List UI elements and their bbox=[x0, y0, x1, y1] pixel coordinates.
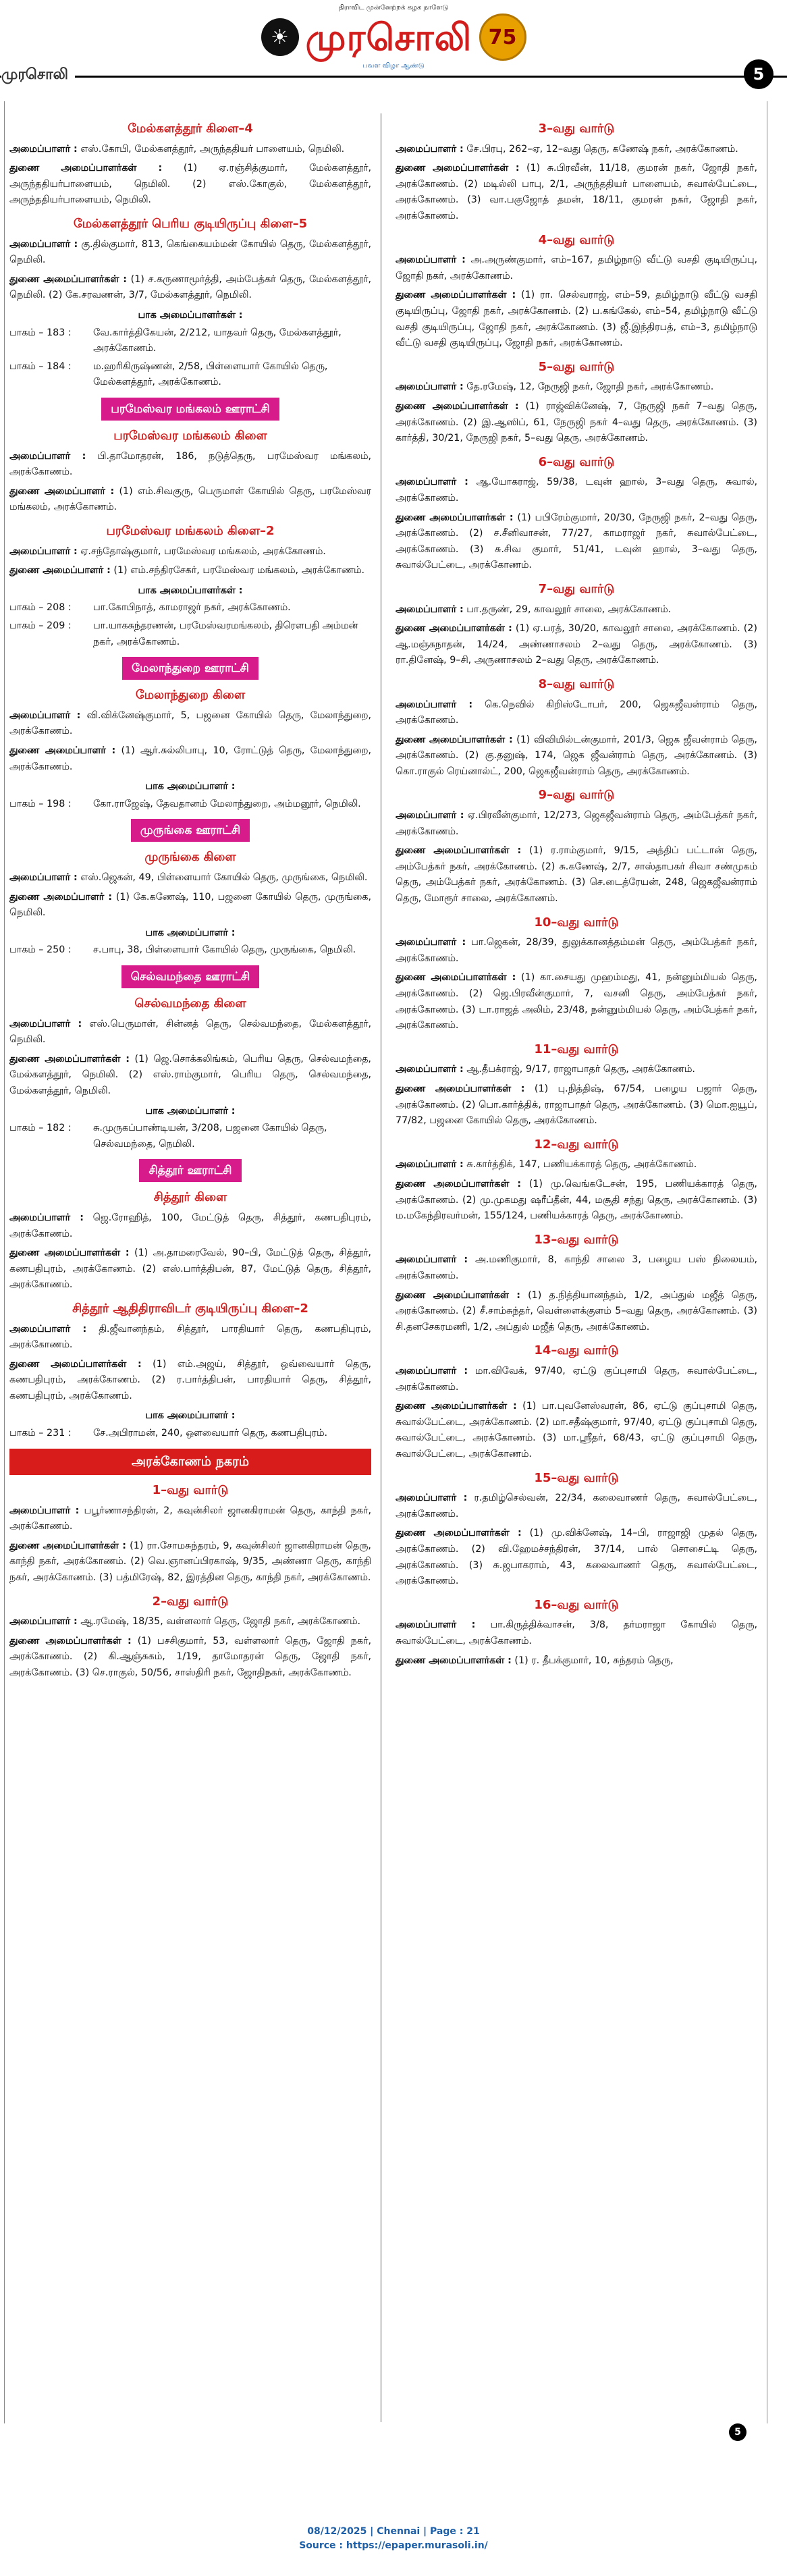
role-label: அமைப்பாளர் : bbox=[396, 810, 464, 822]
panchayat-banner: மேலாந்துறை ஊராட்சி bbox=[122, 657, 259, 680]
organiser-details: (1) எம்.அஜய், சித்தூர், ஒவ்வையார் தெரு, கணபதிபுரம், அரக்கோணம். (2) ர.பார்த்திபன், பாரதியார் தெரு, சித்தூர், கணபதிபுரம், அரக்கோணம். bbox=[9, 1358, 371, 1401]
role-label: அமைப்பாளர் : bbox=[9, 709, 81, 721]
booth-number: பாகம் – 182 : bbox=[9, 1123, 72, 1134]
organiser-entry bbox=[396, 1062, 757, 1078]
organiser-entry bbox=[396, 1399, 757, 1462]
role-label: அமைப்பாளர் : bbox=[9, 143, 78, 155]
left-column bbox=[9, 113, 371, 1685]
section-heading: 4–வது வார்டு bbox=[538, 232, 615, 247]
booth-entry bbox=[9, 1426, 371, 1442]
role-label: துணை அமைப்பாளர்கள் : bbox=[9, 1358, 142, 1370]
organiser-entry bbox=[396, 1617, 757, 1649]
role-label: அமைப்பாளர் : bbox=[9, 1018, 82, 1029]
role-label: அமைப்பாளர் : bbox=[396, 1064, 464, 1075]
page-footer bbox=[0, 2525, 787, 2553]
organiser-details: தி.ஜீவானந்தம், சித்தூர், பாரதியார் தெரு, கணபதிபுரம், அரக்கோணம். bbox=[9, 1323, 371, 1351]
role-label: துணை அமைப்பாளர்கள் : bbox=[396, 1655, 512, 1666]
organiser-entry bbox=[9, 743, 371, 775]
role-label: துணை அமைப்பாளர்கள் : bbox=[396, 623, 512, 635]
section-heading: 12–வது வார்டு bbox=[534, 1137, 619, 1152]
organiser-entry bbox=[396, 1252, 757, 1284]
organiser-entry bbox=[9, 142, 371, 158]
organiser-entry bbox=[396, 697, 757, 729]
booth-organiser: சு.முருகப்பாண்டியன், 3/208, பஜனை கோயில் தெரு, செல்வமந்தை, நெமிலி. bbox=[93, 1123, 327, 1150]
organiser-entry bbox=[9, 484, 371, 516]
anniversary-badge: 75 bbox=[479, 14, 526, 61]
section-heading: 6–வது வார்டு bbox=[538, 454, 615, 469]
role-label: துணை அமைப்பாளர் : bbox=[9, 485, 115, 497]
organiser-entry bbox=[396, 808, 757, 840]
organiser-details: (1) எம்.சந்திரசேகர், பரமேஸ்வர மங்கலம், அரக்கோணம். bbox=[110, 565, 365, 576]
role-label: அமைப்பாளர் : bbox=[396, 254, 466, 266]
role-label: அமைப்பாளர் : bbox=[396, 1619, 476, 1631]
section-heading: 7–வது வார்டு bbox=[538, 581, 615, 596]
organiser-details: (1) பா.புவனேஸ்வரன், 86, ஏட்டு குப்புசாமி தெரு, சுவால்பேட்டை, அரக்கோணம். (2) மா.சதீஷ்குமார், 97/40, ஏட்டு குப்புசாமி தெரு, சுவால்பேட்டை, அரக்கோணம். (3) மா.ஸ்ரீதர், 68/43, ஏட்டு குப்புசாமி தெரு, சுவால்பேட்டை, அரக்கோணம். bbox=[396, 1401, 757, 1459]
organiser-entry bbox=[396, 1364, 757, 1395]
role-label: துணை அமைப்பாளர்கள் : bbox=[396, 1289, 520, 1301]
organiser-details: பபூர்ணாசந்திரன், 2, கவுன்சிலர் ஜானகிராமன் தெரு, காந்தி நகர், அரக்கோணம். bbox=[9, 1505, 371, 1532]
organiser-details: ஏ.பிரவீன்குமார், 12/273, ஜெகஜீவன்ராம் தெரு, அம்பேத்கர் நகர், அரக்கோணம். bbox=[396, 810, 758, 837]
section-heading: 5–வது வார்டு bbox=[538, 359, 615, 374]
role-label: துணை அமைப்பாளர்கள் : bbox=[9, 163, 163, 174]
booth-entry bbox=[9, 942, 371, 959]
organiser-entry bbox=[9, 870, 371, 886]
booth-organisers-heading: பாக அமைப்பாளர்கள் : bbox=[138, 585, 243, 596]
role-label: துணை அமைப்பாளர்கள் : bbox=[396, 845, 522, 857]
organiser-details: (1) ரா.சோமசுந்தரம், 9, கவுன்சிலர் ஜானகிராமன் தெரு, காந்தி நகர், அரக்கோணம். (2) வெ.ஞானப்பிரகாஷ், 9/35, அண்ணா தெரு, காந்தி நகர், அரக்கோணம். (3) பத்மிரேஷ், 82, இரத்தின தெரு, காந்தி நகர், அரக்கோணம். bbox=[9, 1540, 371, 1583]
booth-number: பாகம் – 183 : bbox=[9, 327, 72, 338]
page-edge-left bbox=[4, 101, 5, 2423]
organiser-entry bbox=[9, 1357, 371, 1405]
booth-organiser: ம.ஹரிகிருஷ்ணன், 2/58, பிள்ளையார் கோயில் தெரு, மேல்களத்தூர், அரக்கோணம். bbox=[93, 360, 328, 388]
organiser-entry bbox=[396, 510, 757, 574]
role-label: துணை அமைப்பாளர்கள் : bbox=[9, 1247, 130, 1259]
booth-number: பாகம் – 250 : bbox=[9, 944, 72, 956]
booth-organisers-heading: பாக அமைப்பாளர் : bbox=[145, 1410, 236, 1422]
right-column bbox=[396, 113, 757, 1672]
panchayat-banner: செல்வமந்தை ஊராட்சி bbox=[121, 965, 260, 988]
role-label: துணை அமைப்பாளர் : bbox=[9, 891, 113, 903]
organiser-entry bbox=[9, 544, 371, 560]
organiser-details: மா.விவேக், 97/40, ஏட்டு குப்புசாமி தெரு, சுவால்பேட்டை, அரக்கோணம். bbox=[396, 1366, 758, 1393]
role-label: அமைப்பாளர் : bbox=[396, 1366, 468, 1377]
section-heading: 16–வது வார்டு bbox=[534, 1597, 619, 1612]
organiser-details: (1) ஜெ.சொக்கலிங்கம், பெரிய தெரு, செல்வமந்தை, மேல்களத்தூர், நெமிலி. (2) எஸ்.ராம்குமார், பெரிய தெரு, செல்வமந்தை, மேல்களத்தூர், நெமிலி. bbox=[9, 1053, 371, 1096]
role-label: அமைப்பாளர் : bbox=[396, 699, 473, 710]
organiser-details: அ.மணிகுமார், 8, காந்தி சாலை 3, பழைய பஸ் நிலையம், அரக்கோணம். bbox=[396, 1254, 757, 1282]
organiser-details: எஸ்.ஜெகன், 49, பிள்ளையார் கோயில் தெரு, முருங்கை, நெமிலி. bbox=[77, 872, 368, 884]
section-heading: மேல்களத்தூர் கிளை–4 bbox=[128, 122, 253, 136]
section-heading: பரமேஸ்வர மங்கலம் கிளை bbox=[113, 428, 267, 443]
booth-organisers-heading: பாக அமைப்பாளர்கள் : bbox=[138, 310, 243, 321]
organiser-details: (1) கா.சையது முஹம்மது, 41, நன்னும்மியல் தெரு, அரக்கோணம். (2) ஜெ.பிரவீன்குமார், 7, வசனி தெரு, அம்பேத்கர் நகர், அரக்கோணம். (3) டா.ராஜத் அலிம், 23/48, நன்னும்மியல் தெரு, அம்பேத்கர் நகர், அரக்கோணம். bbox=[396, 972, 757, 1031]
section-heading: 14–வது வார்டு bbox=[534, 1343, 619, 1358]
booth-organiser: பா.யாகசுந்தரணன், பரமேஸ்வரமங்கலம், திரௌபதி அம்மன் நகர், அரக்கோணம். bbox=[93, 620, 358, 647]
booth-organiser: கோ.ராஜேஷ், தேவதானம் மேலாந்துறை, அம்மனூர், நெமிலி. bbox=[93, 798, 361, 809]
booth-organiser: ச.பாபு, 38, பிள்ளையார் கோயில் தெரு, முருங்கை, நெமிலி. bbox=[93, 944, 356, 956]
organiser-entry bbox=[9, 708, 371, 740]
booth-organisers-heading: பாக அமைப்பாளர் : bbox=[145, 927, 236, 938]
organiser-details: பா.தருண், 29, காவலூர் சாலை, அரக்கோணம். bbox=[463, 603, 672, 615]
organiser-entry bbox=[396, 732, 757, 780]
role-label: துணை அமைப்பாளர்கள் : bbox=[396, 1083, 525, 1095]
booth-organiser: சே.அபிராமன், 240, ஔவையார் தெரு, கணபதிபுரம். bbox=[93, 1428, 328, 1439]
section-heading: சித்தூர் ஆதிதிராவிடர் குடியிருப்பு கிளை–2 bbox=[72, 1301, 308, 1316]
role-label: துணை அமைப்பாளர்கள் : bbox=[396, 1179, 522, 1190]
role-label: அமைப்பாளர் : bbox=[396, 381, 464, 393]
panchayat-banner: சித்தூர் ஊராட்சி bbox=[139, 1159, 241, 1182]
organiser-entry bbox=[9, 1322, 371, 1353]
section-heading: 2–வது வார்டு bbox=[152, 1594, 229, 1609]
organiser-entry bbox=[396, 1491, 757, 1522]
section-heading: 11–வது வார்டு bbox=[534, 1042, 619, 1056]
organiser-details: (1) ஆர்.சுல்லிபாபு, 10, ரோட்டுத் தெரு, மேலாந்துறை, அரக்கோணம். bbox=[9, 745, 371, 772]
organiser-entry bbox=[396, 161, 757, 224]
organiser-details: பா.கிருத்திக்வாசன், 3/8, தர்மராஜா கோயில் தெரு, சுவால்பேட்டை, அரக்கோணம். bbox=[396, 1619, 757, 1646]
organiser-details: (1) ஏ.ரஞ்சித்குமார், மேல்களத்தூர், அருந்ததியர்பாளையம், நெமிலி. (2) எஸ்.கோகுல், மேல்களத்தூர், அருந்ததியர்பாளையம், நெமிலி. bbox=[9, 163, 371, 206]
booth-number: பாகம் – 208 : bbox=[9, 602, 72, 614]
organiser-entry bbox=[396, 1526, 757, 1589]
role-label: துணை அமைப்பாளர் : bbox=[9, 565, 111, 576]
organiser-entry bbox=[396, 399, 757, 447]
article-body bbox=[9, 113, 765, 2422]
role-label: அமைப்பாளர் : bbox=[396, 1493, 468, 1504]
organiser-entry bbox=[396, 621, 757, 669]
header-rule bbox=[0, 76, 787, 78]
organiser-details: (1) ரா. செல்வராஜ், எம்–59, தமிழ்நாடு வீட்டு வசதி குடியிருப்பு, ஜோதி நகர், அரக்கோணம். (2) ப.கங்கேல், எம்–54, தமிழ்நாடு வீட்டு வசதி குடியிருப்பு, ஜோதி நகர், அரக்கோணம். (3) ஜீ.இந்திரபத், எம்–3, தமிழ்நாடு வீட்டு வசதி குடியிருப்பு, ஜோதி நகர், அரக்கோணம். bbox=[396, 290, 757, 349]
section-heading: செல்வமந்தை கிளை bbox=[134, 996, 246, 1011]
organiser-entry bbox=[9, 272, 371, 304]
organiser-details: சு.கார்த்திக், 147, பணியக்காரத் தெரு, அரக்கோணம். bbox=[463, 1159, 697, 1171]
organiser-entry bbox=[9, 1017, 371, 1048]
organiser-details: (1) மு.விக்னேஷ், 14–பி, ராஜாஜி முதல் தெரு, அரக்கோணம். (2) வி.ஹேமச்சந்திரன், 37/14, பால் சொசைட்டி தெரு, அரக்கோணம். (3) சு.ஜபாகராம், 43, கலைவாணர் தெரு, சுவால்பேட்டை, அரக்கோணம். bbox=[396, 1528, 757, 1587]
role-label: அமைப்பாளர் : bbox=[9, 1616, 78, 1628]
organiser-entry bbox=[396, 1288, 757, 1336]
section-heading: மேல்களத்தூர் பெரிய குடியிருப்பு கிளை–5 bbox=[73, 217, 308, 231]
organiser-entry bbox=[9, 1245, 371, 1293]
organiser-entry bbox=[9, 1052, 371, 1100]
role-label: துணை அமைப்பாளர்கள் : bbox=[9, 1635, 132, 1646]
role-label: துணை அமைப்பாளர்கள் : bbox=[396, 734, 513, 745]
booth-entry bbox=[9, 797, 371, 813]
page-number-badge: 5 bbox=[744, 59, 774, 89]
role-label: துணை அமைப்பாளர்கள் : bbox=[396, 1528, 522, 1539]
organiser-details: (1) பு.நித்திஷ், 67/54, பழைய பஜார் தெரு, அரக்கோணம். (2) பொ.கார்த்திக், ராஜாபாதர் தெரு, அரக்கோணம். (3) மொ.ஐயூப், 77/82, பஜனை கோயில் தெரு, அரக்கோணம். bbox=[396, 1083, 757, 1127]
masthead-logo-block bbox=[243, 4, 544, 72]
organiser-details: ஜெ.ரோஹித், 100, மேட்டுத் தெரு, சித்தூர், கணபதிபுரம், அரக்கோணம். bbox=[9, 1212, 372, 1239]
booth-organisers-heading: பாக அமைப்பாளர் : bbox=[145, 1105, 236, 1117]
organiser-details: ஆ.யோகராஜ், 59/38, டவுன் ஹால், 3–வது தெரு, சுவால், அரக்கோணம். bbox=[396, 477, 758, 504]
organiser-details: (1) ச.கருணாமூர்த்தி, அம்பேத்கர் தெரு, மேல்களத்தூர், நெமிலி. (2) கே.சரவணன், 3/7, மேல்களத்தூர், நெமிலி. bbox=[9, 273, 371, 301]
section-heading: முருங்கை கிளை bbox=[144, 850, 236, 865]
organiser-entry bbox=[9, 1614, 371, 1630]
section-heading: 10–வது வார்டு bbox=[534, 915, 619, 930]
organiser-details: கெ.நெவில் கிறிஸ்டோபர், 200, ஜெகஜீவன்ராம் தெரு, அரக்கோணம். bbox=[396, 699, 757, 726]
role-label: துணை அமைப்பாளர்கள் : bbox=[396, 290, 516, 301]
role-label: துணை அமைப்பாளர்கள் : bbox=[396, 512, 514, 523]
organiser-details: கு.தில்குமார், 813, கெங்கையம்மன் கோயில் தெரு, மேல்களத்தூர், நெமிலி. bbox=[9, 238, 371, 266]
booth-entry bbox=[9, 600, 371, 616]
organiser-details: (1) ராஜ்விக்னேஷ், 7, நேருஜி நகர் 7–வது தெரு, அரக்கோணம். (2) இ.ஆஸிப், 61, நேருஜி நகர் 4–வது தெரு, அரக்கோணம். (3) கார்த்தி, 30/21, நேருஜி நகர், 5–வது தெரு, அரக்கோணம். bbox=[396, 401, 757, 444]
organiser-details: ஆ.ரமேஷ், 18/35, வள்ளலார் தெரு, ஜோதி நகர், அரக்கோணம். bbox=[77, 1616, 361, 1628]
role-label: அமைப்பாளர் : bbox=[9, 450, 86, 462]
masthead bbox=[0, 0, 787, 74]
section-heading: 9–வது வார்டு bbox=[538, 788, 615, 803]
organiser-entry bbox=[9, 1503, 371, 1535]
role-label: அமைப்பாளர் : bbox=[9, 545, 78, 557]
organiser-entry bbox=[396, 843, 757, 907]
booth-organiser: வே.கார்த்திகேயன், 2/212, யாதவர் தெரு, மேல்களத்தூர், அரக்கோணம். bbox=[93, 327, 342, 354]
organiser-details: பா.ஜெகன், 28/39, துலுக்கானத்தம்மன் தெரு, அம்பேத்கர் நகர், அரக்கோணம். bbox=[396, 937, 757, 964]
organiser-details: (1) சு.பிரவீன், 11/18, குமரன் நகர், ஜோதி நகர், அரக்கோணம். (2) மடில்லி பாபு, 2/1, அருந்ததியர் பாளையம், சுவால்பேட்டை, அரக்கோணம். (3) வா.பகுஜோத் தமன், 18/11, குமரன் நகர், ஜோதி நகர், அரக்கோணம். bbox=[396, 163, 757, 221]
organiser-entry bbox=[396, 1157, 757, 1173]
masthead-subtitle: பவள விழா ஆண்டு bbox=[362, 62, 425, 70]
role-label: அமைப்பாளர் : bbox=[396, 477, 468, 488]
section-label: முரசொலி bbox=[1, 66, 75, 85]
role-label: அமைப்பாளர் : bbox=[9, 1323, 87, 1335]
role-label: துணை அமைப்பாளர்கள் : bbox=[9, 1053, 130, 1065]
role-label: அமைப்பாளர் : bbox=[9, 1212, 84, 1224]
organiser-entry bbox=[396, 1653, 757, 1669]
organiser-details: (1) பபிரேம்குமார், 20/30, நேருஜி நகர், 2–வது தெரு, அரக்கோணம். (2) ச.சீனிவாசன், 77/27, காமராஜர் நகர், சுவால்பேட்டை, அரக்கோணம். (3) சு.சிவ குமார், 51/41, டவுன் ஹால், 3–வது தெரு, சுவால்பேட்டை, அரக்கோணம். bbox=[396, 512, 757, 571]
booth-number: பாகம் – 209 : bbox=[9, 620, 72, 631]
organiser-details: (1) த.நித்தியானந்தம், 1/2, அப்துல் மஜீத் தெரு, அரக்கோணம். (2) சீ.சாம்சுந்தர், வெள்ளைக்குளம் 5–வது தெரு, அரக்கோணம். (3) சி.தனசேகரமணி, 1/2, அப்துல் மஜீத் தெரு, அரக்கோணம். bbox=[396, 1289, 757, 1333]
organiser-entry bbox=[9, 237, 371, 269]
section-heading: பரமேஸ்வர மங்கலம் கிளை–2 bbox=[106, 523, 275, 538]
section-heading: 8–வது வார்டு bbox=[538, 676, 615, 691]
organiser-details: (1) பசசிகுமார், 53, வள்ளலார் தெரு, ஜோதி நகர், அரக்கோணம். (2) கி.ஆஞ்சுகம், 1/19, தாமோதரன் தெரு, ஜோதி நகர், அரக்கோணம். (3) செ.ராகுல், 50/56, சாஸ்திரி நகர், ஜோதிநகர், அரக்கோணம். bbox=[9, 1635, 371, 1678]
panchayat-banner: முருங்கை ஊராட்சி bbox=[131, 819, 250, 842]
organiser-entry bbox=[9, 1634, 371, 1682]
organiser-details: ஏ.சந்தோஷ்குமார், பரமேஸ்வர மங்கலம், அரக்கோணம். bbox=[77, 545, 326, 557]
organiser-entry bbox=[396, 379, 757, 396]
organiser-entry bbox=[396, 935, 757, 967]
organiser-entry bbox=[9, 1538, 371, 1586]
booth-number: பாகம் – 231 : bbox=[9, 1428, 72, 1439]
role-label: துணை அமைப்பாளர்கள் : bbox=[396, 401, 519, 412]
role-label: துணை அமைப்பாளர்கள் : bbox=[396, 1401, 517, 1412]
role-label: துணை அமைப்பாளர்கள் : bbox=[396, 972, 516, 984]
rising-sun-emblem-icon: ☀ bbox=[261, 18, 299, 56]
organiser-entry bbox=[396, 970, 757, 1034]
organiser-entry bbox=[9, 890, 371, 921]
role-label: துணை அமைப்பாளர்கள் : bbox=[9, 273, 128, 285]
section-heading: 15–வது வார்டு bbox=[534, 1470, 619, 1485]
booth-entry bbox=[9, 618, 371, 650]
role-label: துணை அமைப்பாளர்கள் : bbox=[9, 1540, 127, 1551]
organiser-entry bbox=[9, 563, 371, 579]
organiser-details: தே.ரமேஷ், 12, நேருஜி நகர், ஜோதி நகர், அரக்கோணம். bbox=[463, 381, 714, 393]
footer-date-line: 08/12/2025 | Chennai | Page : 21 bbox=[307, 2526, 480, 2537]
organiser-entry bbox=[396, 1081, 757, 1129]
organiser-details: எஸ்.கோபி, மேல்களத்தூர், அருந்ததியர் பாளையம், நெமிலி. bbox=[77, 143, 345, 155]
organiser-details: (1) எம்.சிவகுரு, பெருமாள் கோயில் தெரு, பரமேஸ்வர மங்கலம், அரக்கோணம். bbox=[9, 485, 371, 513]
role-label: அமைப்பாளர் : bbox=[9, 238, 78, 250]
organiser-entry bbox=[396, 252, 757, 284]
role-label: அமைப்பாளர் : bbox=[396, 937, 466, 948]
organiser-details: ர.தமிழ்செல்வன், 22/34, கலைவாணர் தெரு, சுவால்பேட்டை, அரக்கோணம். bbox=[396, 1493, 757, 1520]
organiser-details: வி.விக்னேஷ்குமார், 5, பஜனை கோயில் தெரு, மேலாந்துறை, அரக்கோணம். bbox=[9, 709, 372, 737]
footer-source-link[interactable]: Source : https://epaper.murasoli.in/ bbox=[299, 2540, 488, 2551]
panchayat-banner: பரமேஸ்வர மங்கலம் ஊராட்சி bbox=[101, 398, 279, 421]
masthead-tagline: திராவிட முன்னேற்றக் கழக நாளேடு bbox=[338, 4, 449, 11]
organiser-entry bbox=[396, 602, 757, 618]
organiser-details: (1) அ.தாமரைவேல், 90–பி, மேட்டுத் தெரு, சித்தூர், கணபதிபுரம், அரக்கோணம். (2) எஸ்.பார்த்திபன், 87, மேட்டுத் தெரு, சித்தூர், அரக்கோணம். bbox=[9, 1247, 371, 1291]
section-heading: 13–வது வார்டு bbox=[534, 1232, 619, 1247]
organiser-details: பி.தாமோதரன், 186, நடுத்தெரு, பரமேஸ்வர மங்கலம், அரக்கோணம். bbox=[9, 450, 371, 478]
section-heading: மேலாந்துறை கிளை bbox=[135, 688, 246, 703]
organiser-details: எஸ்.பெருமாள், சின்னத் தெரு, செல்வமந்தை, மேல்களத்தூர், நெமிலி. bbox=[9, 1018, 372, 1046]
role-label: அமைப்பாளர் : bbox=[9, 1505, 80, 1516]
organiser-entry bbox=[396, 288, 757, 351]
booth-organiser: பா.கோபிநாத், காமராஜர் நகர், அரக்கோணம். bbox=[93, 602, 291, 614]
town-banner: அரக்கோணம் நகரம் bbox=[9, 1449, 371, 1475]
organiser-entry bbox=[396, 142, 757, 158]
booth-organisers-heading: பாக அமைப்பாளர் : bbox=[145, 781, 236, 793]
organiser-entry bbox=[9, 1210, 371, 1242]
organiser-details: (1) ர. தீபக்குமார், 10, சுந்தரம் தெரு, bbox=[511, 1655, 674, 1666]
role-label: அமைப்பாளர் : bbox=[396, 143, 464, 155]
organiser-details: (1) ர.ராம்குமார், 9/15, அத்திப் பட்டான் தெரு, அம்பேத்கர் நகர், அரக்கோணம். (2) சு.கணேஷ், 2/7, சாஸ்தாபகர் சிவா சண்முகம் தெரு, அம்பேத்கர் நகர், அரக்கோணம். (3) செ.டைத்ரேயன், 248, ஜெகஜீவன்ராம் தெரு, மோரூர் சாலை, அரக்கோணம். bbox=[396, 845, 757, 905]
role-label: துணை அமைப்பாளர் : bbox=[9, 745, 116, 756]
role-label: அமைப்பாளர் : bbox=[396, 1254, 468, 1266]
organiser-details: ஆ.தீபக்ராஜ், 9/17, ராஜாபாதர் தெரு, அரக்கோணம். bbox=[463, 1064, 695, 1075]
booth-entry bbox=[9, 359, 371, 391]
section-heading: 3–வது வார்டு bbox=[538, 122, 615, 136]
organiser-entry bbox=[9, 161, 371, 209]
organiser-entry bbox=[396, 1177, 757, 1225]
role-label: அமைப்பாளர் : bbox=[9, 872, 78, 884]
organiser-details: (1) கே.கணேஷ், 110, பஜனை கோயில் தெரு, முருங்கை, நெமிலி. bbox=[9, 891, 371, 919]
organiser-details: (1) விவிமில்டன்குமார், 201/3, ஜெக ஜீவன்ராம் தெரு, அரக்கோணம். (2) கு.தனுஷ், 174, ஜெக ஜீவன்ராம் தெரு, அரக்கோணம். (3) கொ.ராகுல் ரெய்னால்ட், 200, ஜெகஜீவன்ராம் தெரு, அரக்கோணம். bbox=[396, 734, 757, 777]
section-heading: 1–வது வார்டு bbox=[152, 1482, 229, 1497]
organiser-entry bbox=[396, 475, 757, 506]
role-label: அமைப்பாளர் : bbox=[396, 603, 464, 615]
section-heading: சித்தூர் கிளை bbox=[153, 1190, 227, 1205]
organiser-entry bbox=[9, 449, 371, 481]
newspaper-title: முரசொலி bbox=[305, 16, 472, 59]
booth-number: பாகம் – 184 : bbox=[9, 360, 72, 372]
role-label: அமைப்பாளர் : bbox=[396, 1159, 464, 1171]
booth-number: பாகம் – 198 : bbox=[9, 798, 72, 809]
organiser-details: (1) மு.வெங்கடேசன், 195, பணியக்காரத் தெரு, அரக்கோணம். (2) மு.முகமது ஷரீப்தீன், 44, மசூதி சந்து தெரு, அரக்கோணம். (3) ம.மகேந்திரவர்மன், 155/124, பணியக்காரத் தெரு, அரக்கோணம். bbox=[396, 1179, 757, 1222]
organiser-details: சே.பிரபு, 262–ஏ, 12–வது தெரு, கணேஷ் நகர், அரக்கோணம். bbox=[463, 143, 738, 155]
organiser-details: அ.அருண்குமார், எம்–167, தமிழ்நாடு வீட்டு வசதி குடியிருப்பு, ஜோதி நகர், அரக்கோணம். bbox=[396, 254, 757, 281]
booth-entry bbox=[9, 325, 371, 357]
organiser-details: (1) ஏ.பரத், 30/20, காவலூர் சாலை, அரக்கோணம். (2) ஆ.மஞ்சுநாதன், 14/24, அண்ணாசலம் 2–வது தெரு, அரக்கோணம். (3) ரா.தினேஷ், 9–சி, அருணாசலம் 2–வது தெரு, அரக்கோணம். bbox=[396, 623, 757, 666]
logo-row bbox=[243, 14, 544, 61]
corner-page-badge: 5 bbox=[729, 2423, 747, 2441]
booth-entry bbox=[9, 1121, 371, 1152]
role-label: துணை அமைப்பாளர்கள் : bbox=[396, 163, 520, 174]
